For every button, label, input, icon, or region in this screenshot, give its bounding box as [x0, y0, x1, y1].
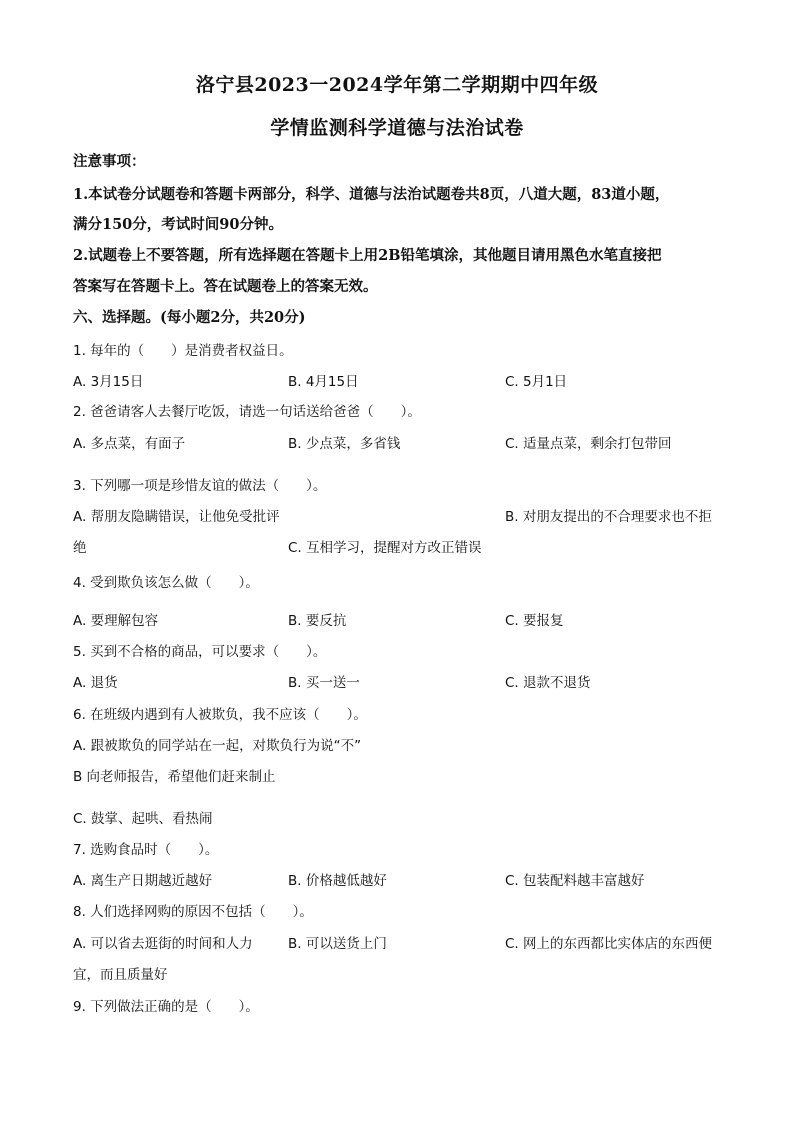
question-stem: 5. 买到不合格的商品，可以要求（ ）。 [73, 644, 327, 660]
option-c: C. 互相学习，提醒对方改正错误 [288, 540, 482, 556]
note-item-2-line1: 2.试题卷上不要答题，所有选择题在答题卡上用2B铅笔填涂，其他题目请用黑色水笔直接把 [73, 247, 662, 264]
option-c: C. 5月1日 [505, 374, 568, 390]
option-a: A. 要理解包容 [73, 613, 159, 629]
option-b: B. 少点菜，多省钱 [288, 436, 401, 452]
option-b: B. 4月15日 [288, 374, 359, 390]
option-c: C. 鼓掌、起哄、看热闹 [73, 811, 213, 827]
exam-title-line2: 学情监测科学道德与法治试卷 [270, 117, 524, 139]
option-c-continuation: 宜，而且质量好 [73, 967, 168, 983]
option-c: C. 包装配料越丰富越好 [505, 873, 645, 889]
option-a: A. 可以省去逛街的时间和人力 [73, 936, 253, 952]
question-stem: 6. 在班级内遇到有人被欺负，我不应该（ ）。 [73, 707, 367, 723]
option-b: B. 价格越低越好 [288, 873, 387, 889]
option-c: C. 退款不退货 [505, 675, 591, 691]
question-stem: 9. 下列做法正确的是（ ）。 [73, 999, 259, 1015]
question-stem: 1. 每年的（ ）是消费者权益日。 [73, 343, 293, 359]
option-a: A. 跟被欺负的同学站在一起，对欺负行为说“不” [73, 738, 362, 754]
question-stem: 7. 选购食品时（ ）。 [73, 842, 219, 858]
option-c: C. 适量点菜，剩余打包带回 [505, 436, 672, 452]
question-stem: 3. 下列哪一项是珍惜友谊的做法（ ）。 [73, 478, 327, 494]
notes-heading: 注意事项： [73, 153, 146, 170]
note-item-1-line1: 1.本试卷分试题卷和答题卡两部分，科学、道德与法治试题卷共8页，八道大题，83道小题， [73, 186, 670, 203]
question-stem: 8. 人们选择网购的原因不包括（ ）。 [73, 904, 313, 920]
question-stem: 2. 爸爸请客人去餐厅吃饭，请选一句话送给爸爸（ ）。 [73, 404, 421, 420]
option-b: B. 要反抗 [288, 613, 347, 629]
option-b: B. 可以送货上门 [288, 936, 387, 952]
option-b: B 向老师报告，希望他们赶来制止 [73, 769, 276, 785]
option-a: A. 3月15日 [73, 374, 144, 390]
option-a: A. 多点菜，有面子 [73, 436, 186, 452]
option-b: B. 买一送一 [288, 675, 360, 691]
option-c: C. 网上的东西都比实体店的东西便 [505, 936, 713, 952]
option-b: B. 对朋友提出的不合理要求也不拒 [505, 509, 712, 525]
option-a: A. 离生产日期越近越好 [73, 873, 213, 889]
exam-title-line1: 洛宁县2023一2024学年第二学期期中四年级 [195, 74, 599, 96]
note-item-2-line2: 答案写在答题卡上。答在试题卷上的答案无效。 [73, 278, 378, 295]
question-stem: 4. 受到欺负该怎么做（ ）。 [73, 575, 259, 591]
section-heading: 六、选择题。(每小题2分，共20分) [73, 309, 306, 326]
note-item-1-line2: 满分150分，考试时间90分钟。 [73, 216, 283, 233]
option-a: A. 退货 [73, 675, 118, 691]
option-b-continuation: 绝 [73, 540, 87, 556]
option-c: C. 要报复 [505, 613, 564, 629]
option-a: A. 帮朋友隐瞒错误，让他免受批评 [73, 509, 280, 525]
